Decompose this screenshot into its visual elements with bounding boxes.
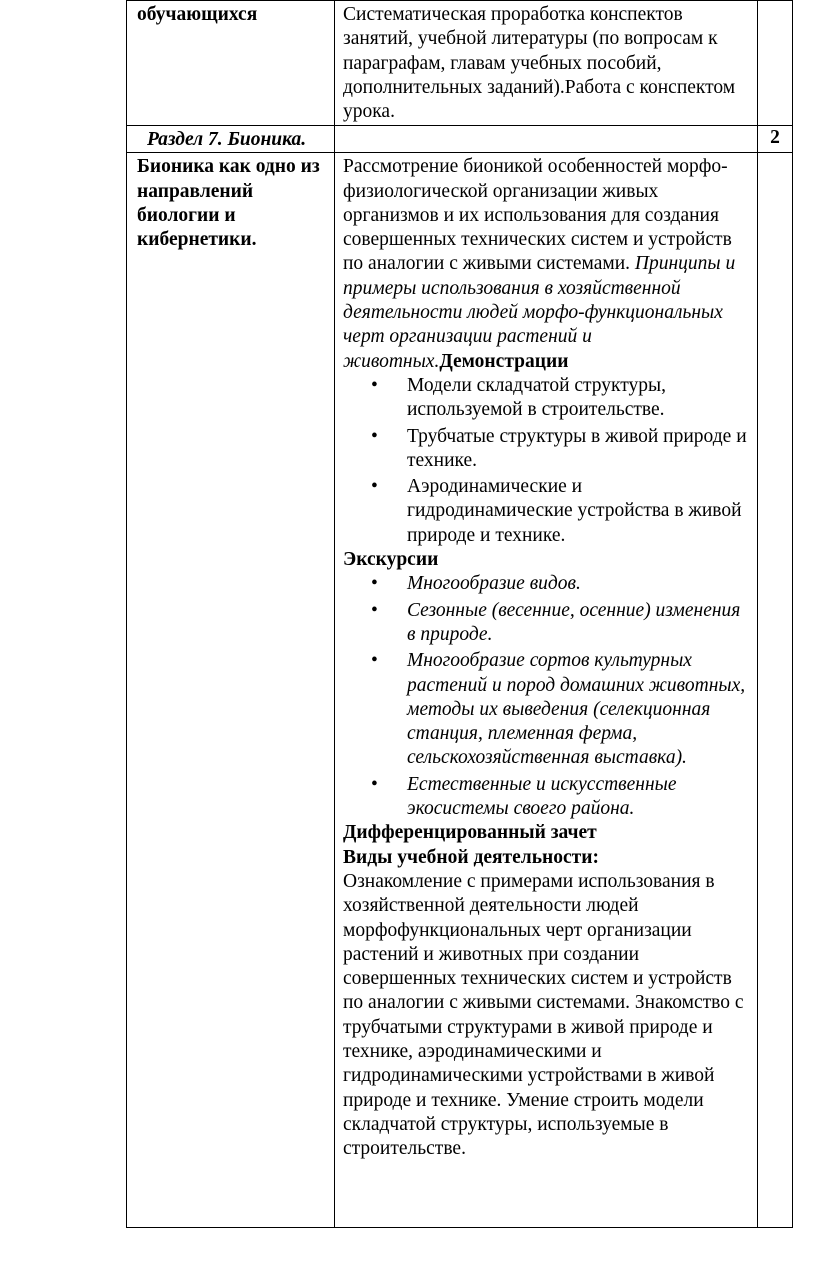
- demos-list: [343, 374, 749, 548]
- list-item: • Трубчатые структуры в живой природе и технике.: [371, 425, 747, 471]
- curriculum-table: [126, 0, 793, 1228]
- list-item: • Многообразие сортов культурных растений и пород домашних животных, методы их выведения (селекционная станция, племенная ферма, сельскохозяйственная выставка).: [371, 650, 746, 769]
- table-row: [127, 153, 793, 1228]
- list-item: • Естественные и искусственные экосистемы своего района.: [371, 773, 677, 820]
- topic-cell: Бионика как одно из направлений биологии и кибернетики.: [127, 153, 335, 1228]
- demo-heading: Демонстрации: [439, 350, 569, 372]
- content-cell: [335, 153, 758, 1228]
- credit-heading: Дифференцированный зачет: [343, 822, 597, 844]
- excursions-list: [343, 572, 749, 821]
- bullet-icon: •: [371, 374, 378, 396]
- bullet-icon: •: [371, 476, 378, 498]
- activities-text: Ознакомление с примерами использования в хозяйственной деятельности людей морфофункциональных черт организации растений и животных при создании совершенных технических систем и устройств по аналогии с живыми системами. Знакомство с трубчатыми структурами в живой природе и технике, аэродинамическими и гидродинамическими устройствами в живой природе и технике. Умение строить модели складчатой структуры, используемые в строительстве.: [343, 870, 744, 1160]
- bullet-icon: •: [371, 650, 378, 672]
- bullet-icon: •: [371, 773, 378, 795]
- bullet-icon: •: [371, 425, 378, 447]
- row1-hours-cell: [758, 1, 793, 126]
- bullet-icon: •: [371, 573, 378, 595]
- intro-text: Рассмотрение бионикой особенностей морфо-физиологической организации живых организмов и их использования для создания совершенных технических систем и устройств по аналогии с живыми системами.: [343, 156, 732, 275]
- section-title: Раздел 7. Бионика.: [127, 126, 335, 153]
- list-item: • Аэродинамические и гидродинамические устройства в живой природе и технике.: [371, 476, 742, 546]
- list-item: • Модели складчатой структуры, используемой в строительстве.: [371, 374, 666, 421]
- main-hours-cell: [758, 153, 793, 1228]
- section-row: [127, 126, 793, 153]
- section-hours: 2: [758, 126, 793, 153]
- excursion-heading: Экскурсии: [343, 549, 439, 571]
- row1-label-cell: обучающихся: [127, 1, 335, 126]
- bullet-icon: •: [371, 599, 378, 621]
- activities-heading: Виды учебной деятельности:: [343, 846, 599, 868]
- list-item: • Сезонные (весенние, осенние) изменения в природе.: [371, 599, 741, 645]
- section-empty-cell: [335, 126, 758, 153]
- list-item: • Многообразие видов.: [343, 572, 749, 596]
- intro-italic-text: Принципы и примеры использования в хозяйственной деятельности людей морфо-функциональных черт организации растений и животных.: [343, 253, 736, 372]
- intro-paragraph: [343, 155, 749, 374]
- table-row: [127, 1, 793, 126]
- row1-content-cell: Систематическая проработка конспектов занятий, учебной литературы (по вопросам к параграфам, главам учебных пособий, дополнительных заданий).Работа с конспектом урока.: [335, 1, 758, 126]
